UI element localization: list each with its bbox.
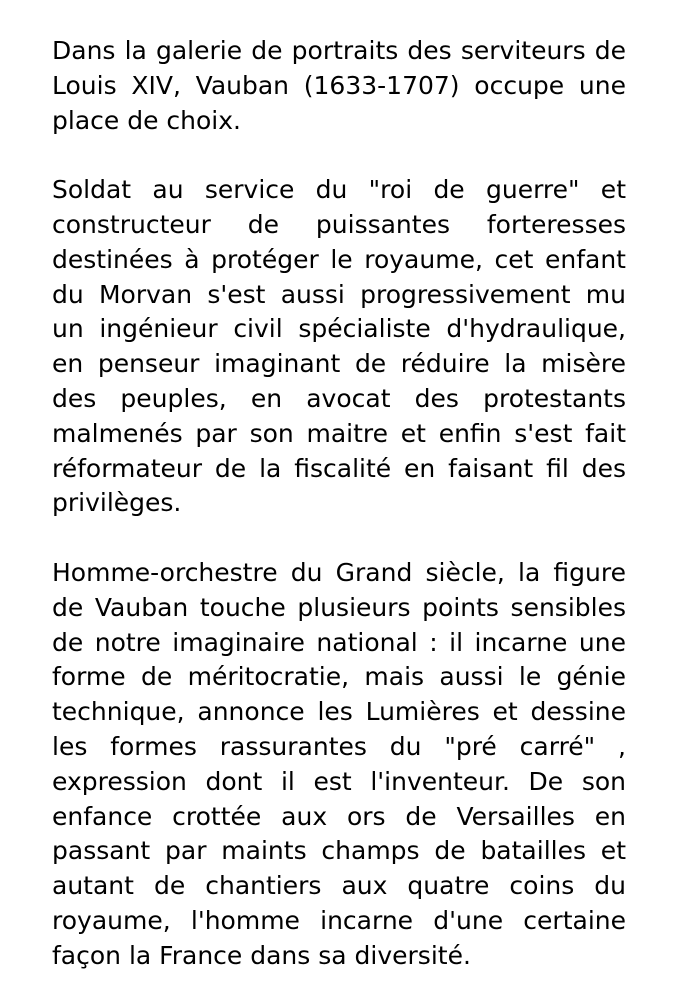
- paragraph-intro: Dans la galerie de portraits des serviteurs de Louis XIV, Vauban (1633-1707) occupe une place de choix.: [52, 36, 626, 135]
- paragraph-career: Soldat au service du "roi de guerre" et constructeur de puissantes forteresses destinées à protéger le royaume, cet enfant du Morvan s'est aussi progressivement mu un ingénieur civil spécialiste d'hydraulique, en penseur imaginant de réduire la misère des peuples, en avocat des protestants malmenés par son maitre et enfin s'est fait réformateur de la fiscalité en faisant fil des privilèges.: [52, 175, 626, 518]
- paragraph-legacy: Homme-orchestre du Grand siècle, la figure de Vauban touche plusieurs points sensibles de notre imaginaire national : il incarne une forme de méritocratie, mais aussi le génie technique, annonce les Lumières et dessine les formes rassurantes du "pré carré" , expression dont il est l'inventeur. De son enfance crottée aux ors de Versailles en passant par maints champs de batailles et autant de chantiers aux quatre coins du royaume, l'homme incarne d'une certaine façon la France dans sa diversité.: [52, 557, 626, 970]
